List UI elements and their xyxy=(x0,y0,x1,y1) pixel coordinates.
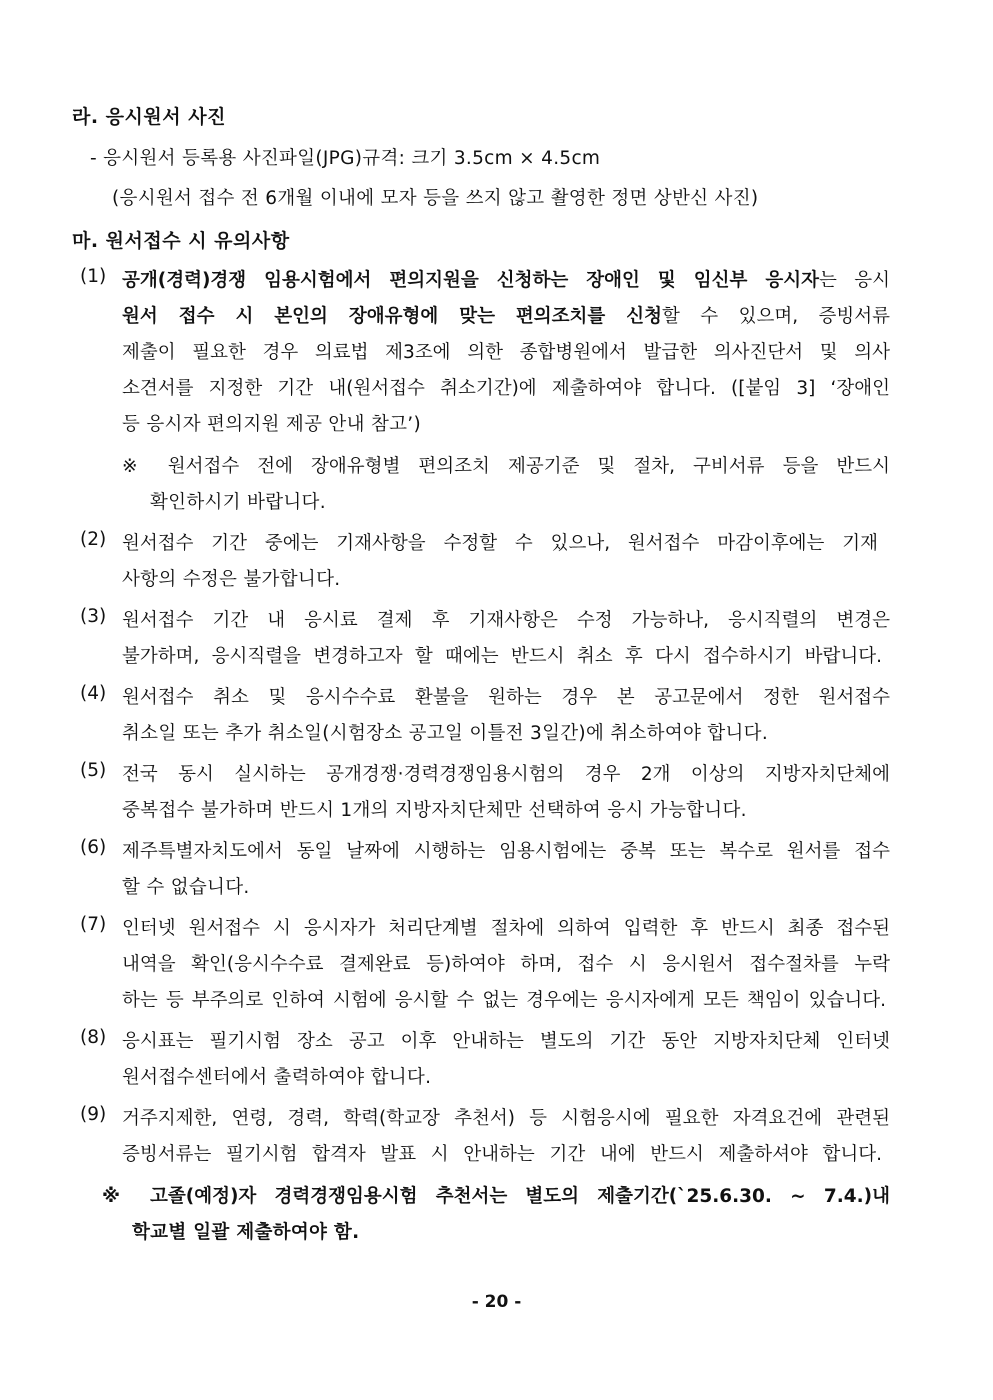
final-note-line-2: 학교별 일괄 제출하여야 함. xyxy=(132,1222,360,1243)
item-6-line-2: 할 수 없습니다. xyxy=(122,877,250,898)
item-7-line-1: 인터넷 원서접수 시 응시자가 처리단계별 절차에 의하여 입력한 후 반드시 최종 접수된 xyxy=(122,918,890,939)
page-number: - 20 - xyxy=(471,1292,522,1312)
final-note-line-1: ※ 고졸(예정)자 경력경쟁임용시험 추천서는 별도의 제출기간(`25.6.30. ~ 7.4.)내 xyxy=(102,1186,890,1207)
item-8-line-1: 응시표는 필기시험 장소 공고 이후 안내하는 별도의 기간 동안 지방자치단체 인터넷 xyxy=(122,1031,890,1052)
item-1-line-1 xyxy=(122,266,890,292)
photo-condition-line: (응시원서 접수 전 6개월 이내에 모자 등을 쓰지 않고 촬영한 정면 상반신 사진) xyxy=(112,188,759,209)
item-8-line-2: 원서접수센터에서 출력하여야 합니다. xyxy=(122,1067,432,1088)
item-7-line-3: 하는 등 부주의로 인하여 시험에 응시할 수 없는 경우에는 응시자에게 모든 책임이 있습니다. xyxy=(122,990,886,1011)
item-5-number: (5) xyxy=(80,760,107,781)
item-1-line-2-rest: 할 수 있으며, 증빙서류 xyxy=(662,306,890,327)
item-5-line-2: 중복접수 불가하며 반드시 1개의 지방자치단체만 선택하여 응시 가능합니다. xyxy=(122,800,747,821)
item-2-line-2: 사항의 수정은 불가합니다. xyxy=(122,569,341,590)
item-1-number: (1) xyxy=(80,266,107,287)
item-7-number: (7) xyxy=(80,914,107,935)
item-4-line-1: 원서접수 취소 및 응시수수료 환불을 원하는 경우 본 공고문에서 정한 원서접수 xyxy=(122,687,890,708)
section-ma-heading: 마. 원서접수 시 유의사항 xyxy=(72,230,290,252)
item-1-line-1-rest: 는 응시 xyxy=(818,270,890,291)
item-6-number: (6) xyxy=(80,837,107,858)
item-5-line-1: 전국 동시 실시하는 공개경쟁·경력경쟁임용시험의 경우 2개 이상의 지방자치단체에 xyxy=(122,764,890,785)
item-1-line-1-bold: 공개(경력)경쟁 임용시험에서 편의지원을 신청하는 장애인 및 임신부 응시자 xyxy=(122,270,819,291)
item-4-line-2: 취소일 또는 추가 취소일(시험장소 공고일 이틀전 3일간)에 취소하여야 합니다. xyxy=(122,723,769,744)
item-1-note-line-1: ※ 원서접수 전에 장애유형별 편의조치 제공기준 및 절차, 구비서류 등을 반드시 xyxy=(122,456,890,477)
item-3-number: (3) xyxy=(80,606,107,627)
item-1-note-line-2: 확인하시기 바랍니다. xyxy=(150,492,326,513)
item-1-line-2-bold: 원서 접수 시 본인의 장애유형에 맞는 편의조치를 신청 xyxy=(122,306,663,327)
item-3-line-1: 원서접수 기간 내 응시료 결제 후 기재사항은 수정 가능하나, 응시직렬의 변경은 xyxy=(122,610,890,631)
section-ra-heading: 라. 응시원서 사진 xyxy=(72,106,226,128)
item-1-line-4: 소견서를 지정한 기간 내(원서접수 취소기간)에 제출하여야 합니다. ([붙임 3] ‘장애인 xyxy=(122,378,890,399)
item-9-line-2: 증빙서류는 필기시험 합격자 발표 시 안내하는 기간 내에 반드시 제출하셔야 합니다. xyxy=(122,1144,882,1165)
item-2-number: (2) xyxy=(80,529,107,550)
item-4-number: (4) xyxy=(80,683,107,704)
item-3-line-2: 불가하며, 응시직렬을 변경하고자 할 때에는 반드시 취소 후 다시 접수하시기 바랍니다. xyxy=(122,646,882,667)
item-6-line-1: 제주특별자치도에서 동일 날짜에 시행하는 임용시험에는 중복 또는 복수로 원서를 접수 xyxy=(122,841,890,862)
photo-spec-line: - 응시원서 등록용 사진파일(JPG)규격: 크기 3.5cm × 4.5cm xyxy=(90,148,601,169)
item-1-line-2 xyxy=(122,302,890,328)
item-1-line-3: 제출이 필요한 경우 의료법 제3조에 의한 종합병원에서 발급한 의사진단서 및 의사 xyxy=(122,342,890,363)
item-2-line-1: 원서접수 기간 중에는 기재사항을 수정할 수 있으나, 원서접수 마감이후에는 기재 xyxy=(122,533,878,554)
item-9-number: (9) xyxy=(80,1104,107,1125)
item-8-number: (8) xyxy=(80,1027,107,1048)
item-9-line-1: 거주지제한, 연령, 경력, 학력(학교장 추천서) 등 시험응시에 필요한 자격요건에 관련된 xyxy=(122,1108,890,1129)
item-1-line-5: 등 응시자 편의지원 제공 안내 참고’) xyxy=(122,414,421,435)
item-7-line-2: 내역을 확인(응시수수료 결제완료 등)하여야 하며, 접수 시 응시원서 접수절차를 누락 xyxy=(122,954,890,975)
